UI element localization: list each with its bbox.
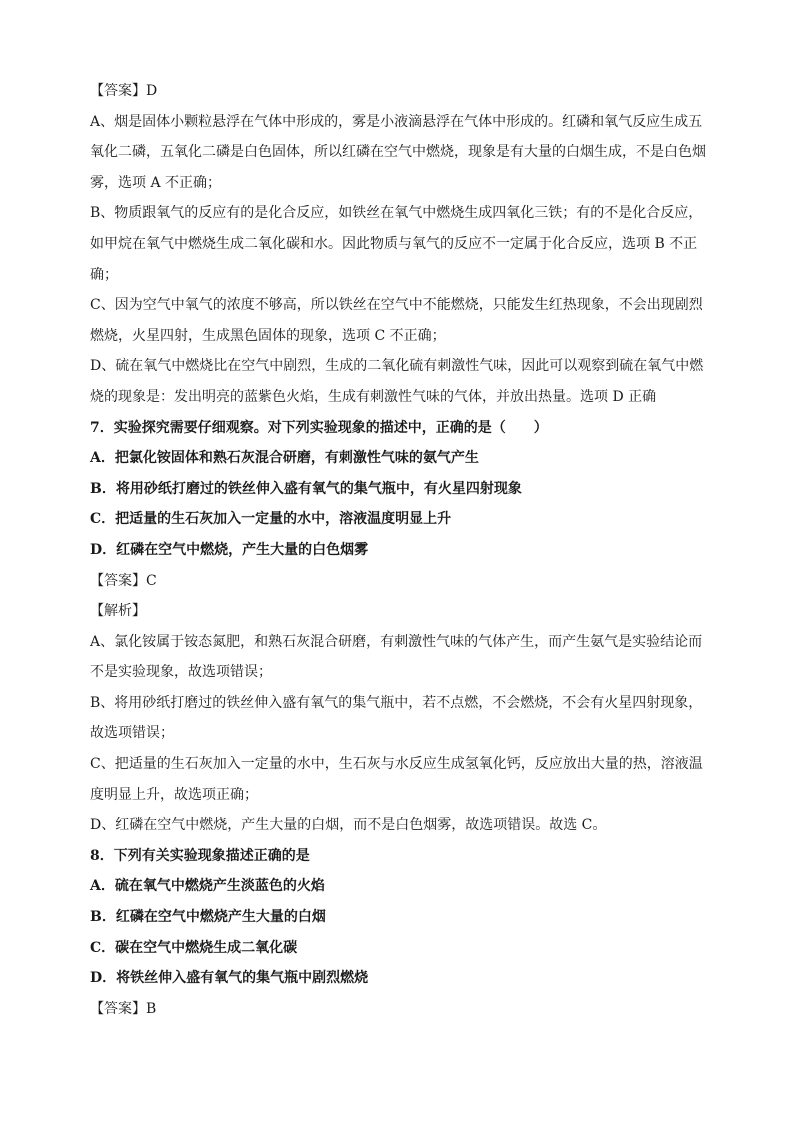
text-line: C．把适量的生石灰加入一定量的水中，溶液温度明显上升 [90,511,452,528]
text-line: A、烟是固体小颗粒悬浮在气体中形成的，雾是小液滴悬浮在气体中形成的。红磷和氧气反应生成五 [90,113,703,130]
text-line: B、物质跟氧气的反应有的是化合反应，如铁丝在氧气中燃烧生成四氧化三铁；有的不是化合反应， [90,205,703,222]
text-line: B、将用砂纸打磨过的铁丝伸入盛有氧气的集气瓶中，若不点燃，不会燃烧，不会有火星四射现象， [90,694,703,711]
text-line: D．红磷在空气中燃烧，产生大量的白色烟雾 [90,541,369,558]
text-line: 确； [90,266,118,283]
text-line: D、红磷在空气中燃烧，产生大量的白烟，而不是白色烟雾，故选项错误。故选 C。 [90,817,607,834]
text-line: 故选项错误； [90,725,174,742]
text-line: C、因为空气中氧气的浓度不够高，所以铁丝在空气中不能燃烧，只能发生红热现象，不会出现剧烈 [90,297,703,314]
text-line: 【答案】D [90,83,158,99]
text-line: A．硫在氧气中燃烧产生淡蓝色的火焰 [90,878,325,895]
text-line: 【答案】C [90,572,157,589]
text-line: 7．实验探究需要仔细观察。对下列实验现象的描述中，正确的是（ ） [90,419,548,436]
text-line: 雾，选项 A 不正确； [90,174,222,191]
text-line: A．把氯化铵固体和熟石灰混合研磨，有刺激性气味的氨气产生 [90,450,479,467]
text-line: 度明显上升，故选项正确； [90,786,258,803]
text-line: 【答案】B [90,1000,157,1017]
text-line: C、把适量的生石灰加入一定量的水中，生石灰与水反应生成氢氧化钙，反应放出大量的热，溶液温 [90,756,703,773]
text-line: D．将铁丝伸入盛有氧气的集气瓶中剧烈燃烧 [90,970,369,987]
document-body [90,76,710,1024]
text-line: 8．下列有关实验现象描述正确的是 [90,847,310,864]
text-line: D、硫在氧气中燃烧比在空气中剧烈，生成的二氧化硫有刺激性气味，因此可以观察到硫在氧气中燃 [90,358,704,375]
text-line: 烧的现象是：发出明亮的蓝紫色火焰，生成有刺激性气味的气体，并放出热量。选项 D 正确 [90,388,657,405]
text-line: 燃烧，火星四射，生成黑色固体的现象，选项 C 不正确； [90,327,446,344]
text-line: 氧化二磷，五氧化二磷是白色固体，所以红磷在空气中燃烧，现象是有大量的白烟生成，不是白色烟 [90,144,706,161]
text-line: C．碳在空气中燃烧生成二氧化碳 [90,939,298,956]
text-line: B．将用砂纸打磨过的铁丝伸入盛有氧气的集气瓶中，有火星四射现象 [90,480,522,497]
text-line: A、氯化铵属于铵态氮肥，和熟石灰混合研磨，有刺激性气味的气体产生，而产生氨气是实验结论而 [90,633,703,650]
text-line: 【解析】 [90,603,146,620]
text-line: 如甲烷在氧气中燃烧生成二氧化碳和水。因此物质与氧气的反应不一定属于化合反应，选项 B 不正 [90,235,698,252]
text-line: B．红磷在空气中燃烧产生大量的白烟 [90,909,326,926]
text-line: 不是实验现象，故选项错误； [90,664,272,681]
